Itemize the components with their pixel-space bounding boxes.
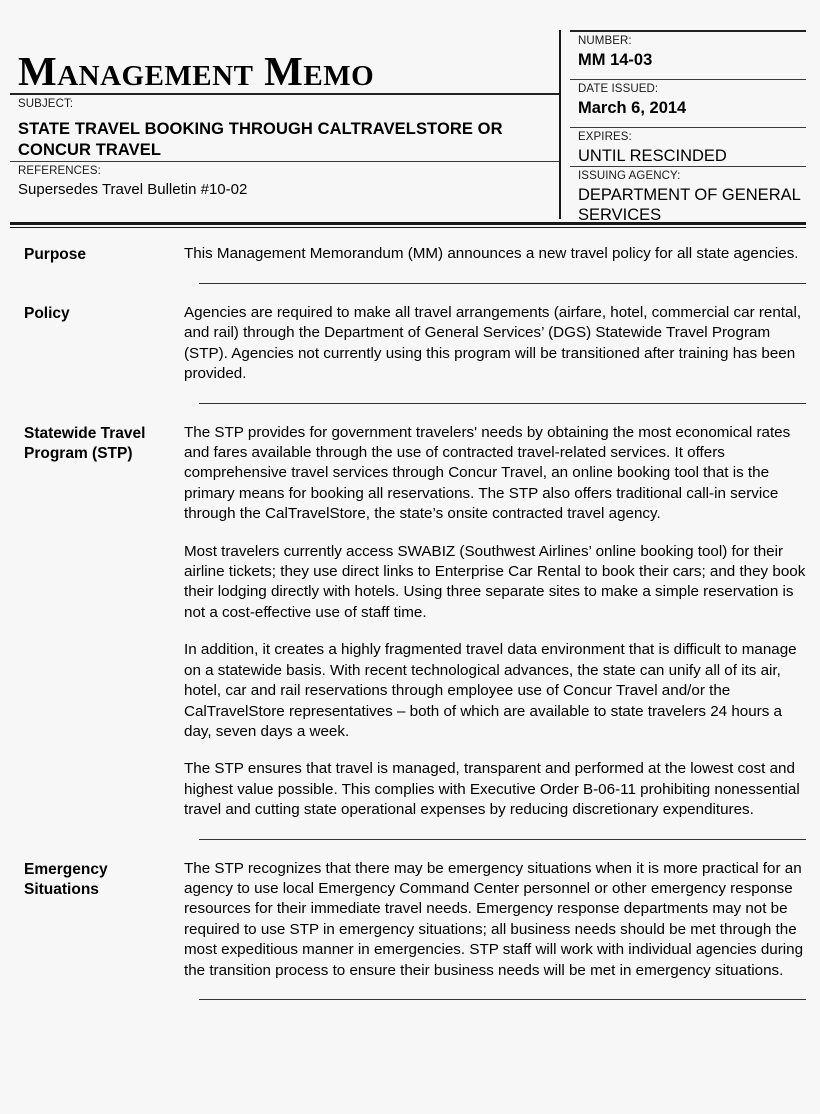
section-label-policy: Policy [24,305,70,322]
header-left-column [10,30,559,219]
section-statewide-travel-program [18,423,806,821]
paragraph: The STP ensures that travel is managed, transparent and performed at the lowest cost and highest value possible. This complies with Executive Order B-06-11 prohibiting nonessential travel and cutting state operational expenses by reducing discretionary expenditures. [184,760,800,819]
section-label-emergency-situations: Emergency Situations [24,860,108,898]
spacer [18,385,806,403]
section-content-policy [184,303,806,385]
number-value: MM 14-03 [578,51,653,69]
expires-label: EXPIRES: [578,131,632,143]
paragraph: Most travelers currently access SWABIZ (Southwest Airlines’ online booking tool) for their airline tickets; they use direct links to Enterprise Car Rental to book their cars; and they book their lodging directly with hotels. Using three separate sites to make a simple reservation is not a cost-effective use of staff time. [184,542,806,621]
subject-cell [10,95,559,161]
references-label: REFERENCES: [18,165,101,177]
section-label-statewide-travel-program: Statewide Travel Program (STP) [24,424,146,462]
references-cell [10,162,559,210]
memo-header-table [10,0,806,228]
subject-label: SUBJECT: [18,98,74,110]
spacer [18,265,806,283]
references-value: Supersedes Travel Bulletin #10-02 [18,181,248,198]
expires-value: UNTIL RESCINDED [578,147,727,165]
paragraph: Agencies are required to make all travel arrangements (airfare, hotel, commercial car rental, and rail) through the Department of General Services’ (DGS) Statewide Travel Program (STP). Agencies not currently using this program will be transitioned after training has been provided. [184,304,802,383]
memo-body [0,228,820,1000]
section-policy [18,303,806,385]
issuing-agency-label: ISSUING AGENCY: [578,170,681,182]
section-purpose [18,244,806,265]
section-content-statewide-travel-program [184,423,806,821]
issuing-agency-cell [570,167,806,224]
section-content-purpose [184,244,806,264]
paragraph: This Management Memorandum (MM) announces a new travel policy for all state agencies. [184,245,799,262]
spacer [18,284,806,303]
number-label: NUMBER: [578,35,632,47]
date-issued-label: DATE ISSUED: [578,83,659,95]
section-content-emergency-situations [184,859,806,981]
spacer [18,821,806,839]
expires-cell [570,128,806,166]
spacer [18,840,806,859]
page-title: Management Memo [18,48,375,94]
paragraph: The STP provides for government travelers' needs by obtaining the most economical rates and fares available through the use of contracted travel-related services. It offers comprehensive travel services through Concur Travel, an online booking tool that is the primary means for booking all reservations. The STP also offers traditional call-in service through the CalTravelStore, the state’s onsite contracted travel agency. [184,423,791,523]
issuing-agency-value: DEPARTMENT OF GENERAL SERVICES [578,186,801,224]
divider-after-emergency-situations [199,999,806,1000]
subject-value: STATE TRAVEL BOOKING THROUGH CALTRAVELSTORE OR CONCUR TRAVEL [18,120,503,159]
section-label-purpose: Purpose [24,246,87,263]
paragraph: In addition, it creates a highly fragmented travel data environment that is difficult to manage on a statewide basis. With recent technological advances, the state can unify all of its air, hotel, car and rail reservations through employee use of Concur Travel and/or the CalTravelStore representatives – both of which are available to state travelers 24 hours a day, seven days a week. [184,641,797,740]
section-emergency-situations [18,859,806,981]
spacer [18,981,806,999]
spacer [18,404,806,423]
header-grid [10,30,806,224]
paragraph: The STP recognizes that there may be emergency situations when it is more practical for an agency to use local Emergency Command Center personnel or other emergency response resources for their immediate travel needs. Emergency response departments may not be required to use STP in emergency situations; all business needs should be met through the most expeditious manner in emergencies. STP staff will work with individual agencies during the transition process to ensure their business needs will be met in emergency situations. [184,859,804,979]
number-cell [570,32,806,79]
date-issued-value: March 6, 2014 [578,99,687,117]
date-issued-cell [570,80,806,127]
header-right-column [559,30,806,224]
memo-title-cell [10,30,559,93]
